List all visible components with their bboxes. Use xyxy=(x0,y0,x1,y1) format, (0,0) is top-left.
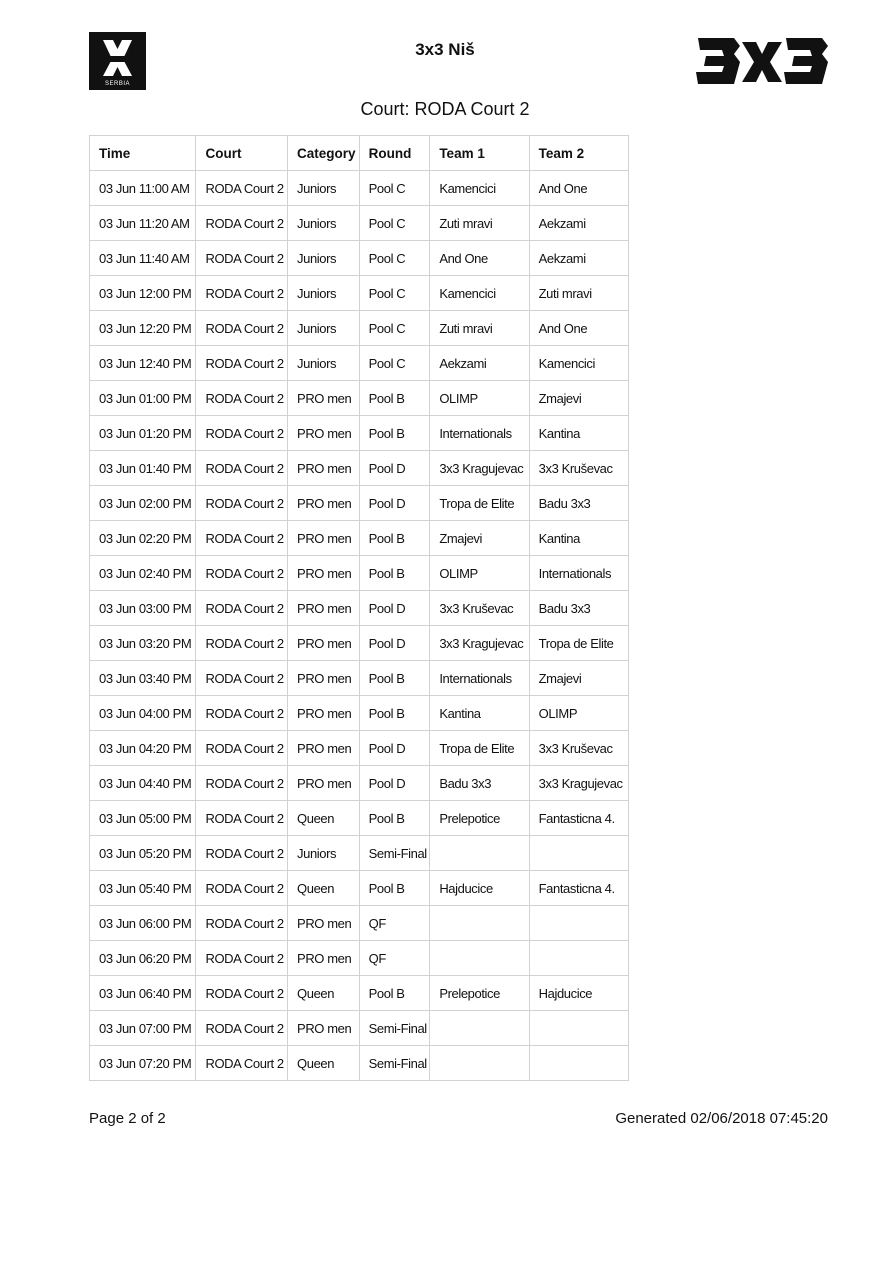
category-cell: PRO men xyxy=(288,451,360,486)
round-cell: Pool B xyxy=(359,381,430,416)
court-cell: RODA Court 2 xyxy=(196,451,288,486)
team-2-cell: Zuti mravi xyxy=(529,276,628,311)
table-row xyxy=(90,206,629,241)
team-1-cell: Zmajevi xyxy=(430,521,529,556)
round-cell: Pool B xyxy=(359,976,430,1011)
team-2-cell: Hajducice xyxy=(529,976,628,1011)
team-1-cell: Hajducice xyxy=(430,871,529,906)
table-row xyxy=(90,276,629,311)
time-cell: 03 Jun 03:00 PM xyxy=(90,591,196,626)
team-1-cell: 3x3 Kragujevac xyxy=(430,626,529,661)
court-cell: RODA Court 2 xyxy=(196,766,288,801)
court-cell: RODA Court 2 xyxy=(196,346,288,381)
round-cell: Pool C xyxy=(359,311,430,346)
round-cell: Pool D xyxy=(359,486,430,521)
round-cell: QF xyxy=(359,906,430,941)
table-row xyxy=(90,416,629,451)
team-2-cell: Zmajevi xyxy=(529,381,628,416)
category-cell: PRO men xyxy=(288,661,360,696)
time-cell: 03 Jun 05:00 PM xyxy=(90,801,196,836)
court-cell: RODA Court 2 xyxy=(196,976,288,1011)
team-2-cell: OLIMP xyxy=(529,696,628,731)
column-header-time: Time xyxy=(90,136,196,171)
team-1-cell: Kamencici xyxy=(430,276,529,311)
round-cell: Pool D xyxy=(359,626,430,661)
time-cell: 03 Jun 05:20 PM xyxy=(90,836,196,871)
table-row xyxy=(90,381,629,416)
time-cell: 03 Jun 02:20 PM xyxy=(90,521,196,556)
category-cell: Juniors xyxy=(288,311,360,346)
round-cell: Pool B xyxy=(359,521,430,556)
team-1-cell: Prelepotice xyxy=(430,976,529,1011)
team-2-cell: Fantasticna 4. xyxy=(529,871,628,906)
table-row xyxy=(90,941,629,976)
column-header-court: Court xyxy=(196,136,288,171)
court-cell: RODA Court 2 xyxy=(196,661,288,696)
court-cell: RODA Court 2 xyxy=(196,311,288,346)
table-row xyxy=(90,626,629,661)
round-cell: Pool C xyxy=(359,346,430,381)
team-1-cell: Aekzami xyxy=(430,346,529,381)
round-cell: Pool C xyxy=(359,206,430,241)
category-cell: Juniors xyxy=(288,346,360,381)
team-2-cell xyxy=(529,1011,628,1046)
round-cell: Pool D xyxy=(359,451,430,486)
court-cell: RODA Court 2 xyxy=(196,1046,288,1081)
round-cell: Pool D xyxy=(359,731,430,766)
team-2-cell xyxy=(529,906,628,941)
category-cell: Juniors xyxy=(288,171,360,206)
team-2-cell: Kantina xyxy=(529,416,628,451)
category-cell: Juniors xyxy=(288,836,360,871)
category-cell: PRO men xyxy=(288,591,360,626)
round-cell: Pool D xyxy=(359,766,430,801)
time-cell: 03 Jun 06:40 PM xyxy=(90,976,196,1011)
table-row xyxy=(90,521,629,556)
team-2-cell: Fantasticna 4. xyxy=(529,801,628,836)
column-header-category: Category xyxy=(288,136,360,171)
team-2-cell: Badu 3x3 xyxy=(529,486,628,521)
table-row xyxy=(90,311,629,346)
team-1-cell xyxy=(430,1011,529,1046)
court-cell: RODA Court 2 xyxy=(196,521,288,556)
table-row xyxy=(90,766,629,801)
category-cell: PRO men xyxy=(288,381,360,416)
table-row xyxy=(90,1046,629,1081)
court-cell: RODA Court 2 xyxy=(196,381,288,416)
category-cell: PRO men xyxy=(288,766,360,801)
table-row xyxy=(90,696,629,731)
category-cell: PRO men xyxy=(288,1011,360,1046)
court-cell: RODA Court 2 xyxy=(196,906,288,941)
table-row xyxy=(90,556,629,591)
table-row xyxy=(90,976,629,1011)
table-row xyxy=(90,836,629,871)
category-cell: PRO men xyxy=(288,906,360,941)
team-2-cell: Badu 3x3 xyxy=(529,591,628,626)
court-cell: RODA Court 2 xyxy=(196,871,288,906)
court-cell: RODA Court 2 xyxy=(196,1011,288,1046)
team-2-cell: Kantina xyxy=(529,521,628,556)
category-cell: Juniors xyxy=(288,276,360,311)
court-cell: RODA Court 2 xyxy=(196,486,288,521)
time-cell: 03 Jun 07:00 PM xyxy=(90,1011,196,1046)
time-cell: 03 Jun 06:00 PM xyxy=(90,906,196,941)
category-cell: Queen xyxy=(288,976,360,1011)
time-cell: 03 Jun 02:40 PM xyxy=(90,556,196,591)
column-header-round: Round xyxy=(359,136,430,171)
schedule-table xyxy=(89,135,629,1081)
team-1-cell: Tropa de Elite xyxy=(430,731,529,766)
category-cell: Queen xyxy=(288,801,360,836)
category-cell: Juniors xyxy=(288,241,360,276)
table-row xyxy=(90,346,629,381)
time-cell: 03 Jun 06:20 PM xyxy=(90,941,196,976)
court-cell: RODA Court 2 xyxy=(196,171,288,206)
team-1-cell: Zuti mravi xyxy=(430,206,529,241)
3x3-brand-logo xyxy=(694,32,828,90)
team-1-cell: Badu 3x3 xyxy=(430,766,529,801)
team-1-cell: OLIMP xyxy=(430,381,529,416)
round-cell: Pool D xyxy=(359,591,430,626)
event-title: 3x3 Niš xyxy=(415,40,475,59)
table-row xyxy=(90,486,629,521)
court-cell: RODA Court 2 xyxy=(196,416,288,451)
category-cell: PRO men xyxy=(288,696,360,731)
team-2-cell: Internationals xyxy=(529,556,628,591)
time-cell: 03 Jun 04:00 PM xyxy=(90,696,196,731)
team-2-cell: 3x3 Kragujevac xyxy=(529,766,628,801)
time-cell: 03 Jun 01:40 PM xyxy=(90,451,196,486)
round-cell: Pool B xyxy=(359,416,430,451)
time-cell: 03 Jun 05:40 PM xyxy=(90,871,196,906)
category-cell: PRO men xyxy=(288,626,360,661)
round-cell: Pool B xyxy=(359,801,430,836)
team-1-cell: Prelepotice xyxy=(430,801,529,836)
table-row xyxy=(90,241,629,276)
category-cell: PRO men xyxy=(288,416,360,451)
court-cell: RODA Court 2 xyxy=(196,241,288,276)
time-cell: 03 Jun 01:20 PM xyxy=(90,416,196,451)
team-2-cell xyxy=(529,941,628,976)
time-cell: 03 Jun 01:00 PM xyxy=(90,381,196,416)
category-cell: PRO men xyxy=(288,941,360,976)
table-row xyxy=(90,591,629,626)
team-2-cell: Aekzami xyxy=(529,241,628,276)
team-1-cell: 3x3 Kruševac xyxy=(430,591,529,626)
round-cell: QF xyxy=(359,941,430,976)
team-1-cell xyxy=(430,941,529,976)
table-row xyxy=(90,731,629,766)
team-2-cell: And One xyxy=(529,311,628,346)
round-cell: Semi-Final xyxy=(359,836,430,871)
column-header-team-2: Team 2 xyxy=(529,136,628,171)
team-2-cell: And One xyxy=(529,171,628,206)
court-cell: RODA Court 2 xyxy=(196,556,288,591)
team-2-cell: Tropa de Elite xyxy=(529,626,628,661)
table-row xyxy=(90,1011,629,1046)
category-cell: PRO men xyxy=(288,521,360,556)
table-header-row xyxy=(90,136,629,171)
court-cell: RODA Court 2 xyxy=(196,626,288,661)
time-cell: 03 Jun 04:40 PM xyxy=(90,766,196,801)
logo-left-lettering: SERBIA xyxy=(104,81,130,87)
generated-timestamp: Generated 02/06/2018 07:45:20 xyxy=(615,1110,828,1127)
time-cell: 03 Jun 12:20 PM xyxy=(90,311,196,346)
team-1-cell: Zuti mravi xyxy=(430,311,529,346)
team-1-cell: Kamencici xyxy=(430,171,529,206)
team-1-cell: OLIMP xyxy=(430,556,529,591)
category-cell: PRO men xyxy=(288,486,360,521)
time-cell: 03 Jun 03:40 PM xyxy=(90,661,196,696)
round-cell: Semi-Final xyxy=(359,1011,430,1046)
round-cell: Pool C xyxy=(359,171,430,206)
time-cell: 03 Jun 12:00 PM xyxy=(90,276,196,311)
team-1-cell: Tropa de Elite xyxy=(430,486,529,521)
time-cell: 03 Jun 07:20 PM xyxy=(90,1046,196,1081)
team-1-cell xyxy=(430,906,529,941)
time-cell: 03 Jun 12:40 PM xyxy=(90,346,196,381)
team-1-cell xyxy=(430,836,529,871)
team-2-cell: Zmajevi xyxy=(529,661,628,696)
team-1-cell xyxy=(430,1046,529,1081)
time-cell: 03 Jun 02:00 PM xyxy=(90,486,196,521)
category-cell: PRO men xyxy=(288,731,360,766)
column-header-team-1: Team 1 xyxy=(430,136,529,171)
court-cell: RODA Court 2 xyxy=(196,801,288,836)
court-cell: RODA Court 2 xyxy=(196,206,288,241)
court-title: Court: RODA Court 2 xyxy=(360,99,530,119)
table-row xyxy=(90,171,629,206)
round-cell: Semi-Final xyxy=(359,1046,430,1081)
team-1-cell: Internationals xyxy=(430,416,529,451)
table-row xyxy=(90,661,629,696)
round-cell: Pool C xyxy=(359,276,430,311)
table-row xyxy=(90,451,629,486)
round-cell: Pool B xyxy=(359,661,430,696)
3x3-wordmark-icon xyxy=(694,32,828,90)
court-cell: RODA Court 2 xyxy=(196,276,288,311)
team-2-cell: Aekzami xyxy=(529,206,628,241)
table-row xyxy=(90,906,629,941)
court-cell: RODA Court 2 xyxy=(196,836,288,871)
category-cell: Juniors xyxy=(288,206,360,241)
round-cell: Pool C xyxy=(359,241,430,276)
time-cell: 03 Jun 03:20 PM xyxy=(90,626,196,661)
team-2-cell: Kamencici xyxy=(529,346,628,381)
court-cell: RODA Court 2 xyxy=(196,731,288,766)
table-row xyxy=(90,871,629,906)
team-1-cell: And One xyxy=(430,241,529,276)
page-number: Page 2 of 2 xyxy=(89,1110,166,1127)
team-2-cell xyxy=(529,836,628,871)
time-cell: 03 Jun 11:40 AM xyxy=(90,241,196,276)
time-cell: 03 Jun 11:20 AM xyxy=(90,206,196,241)
round-cell: Pool B xyxy=(359,556,430,591)
team-1-cell: Kantina xyxy=(430,696,529,731)
table-row xyxy=(90,801,629,836)
court-cell: RODA Court 2 xyxy=(196,941,288,976)
court-cell: RODA Court 2 xyxy=(196,696,288,731)
category-cell: Queen xyxy=(288,871,360,906)
time-cell: 03 Jun 11:00 AM xyxy=(90,171,196,206)
time-cell: 03 Jun 04:20 PM xyxy=(90,731,196,766)
team-2-cell: 3x3 Kruševac xyxy=(529,451,628,486)
team-2-cell: 3x3 Kruševac xyxy=(529,731,628,766)
round-cell: Pool B xyxy=(359,696,430,731)
category-cell: PRO men xyxy=(288,556,360,591)
court-cell: RODA Court 2 xyxy=(196,591,288,626)
category-cell: Queen xyxy=(288,1046,360,1081)
team-2-cell xyxy=(529,1046,628,1081)
team-1-cell: Internationals xyxy=(430,661,529,696)
round-cell: Pool B xyxy=(359,871,430,906)
schedule-body xyxy=(90,171,629,1081)
team-1-cell: 3x3 Kragujevac xyxy=(430,451,529,486)
